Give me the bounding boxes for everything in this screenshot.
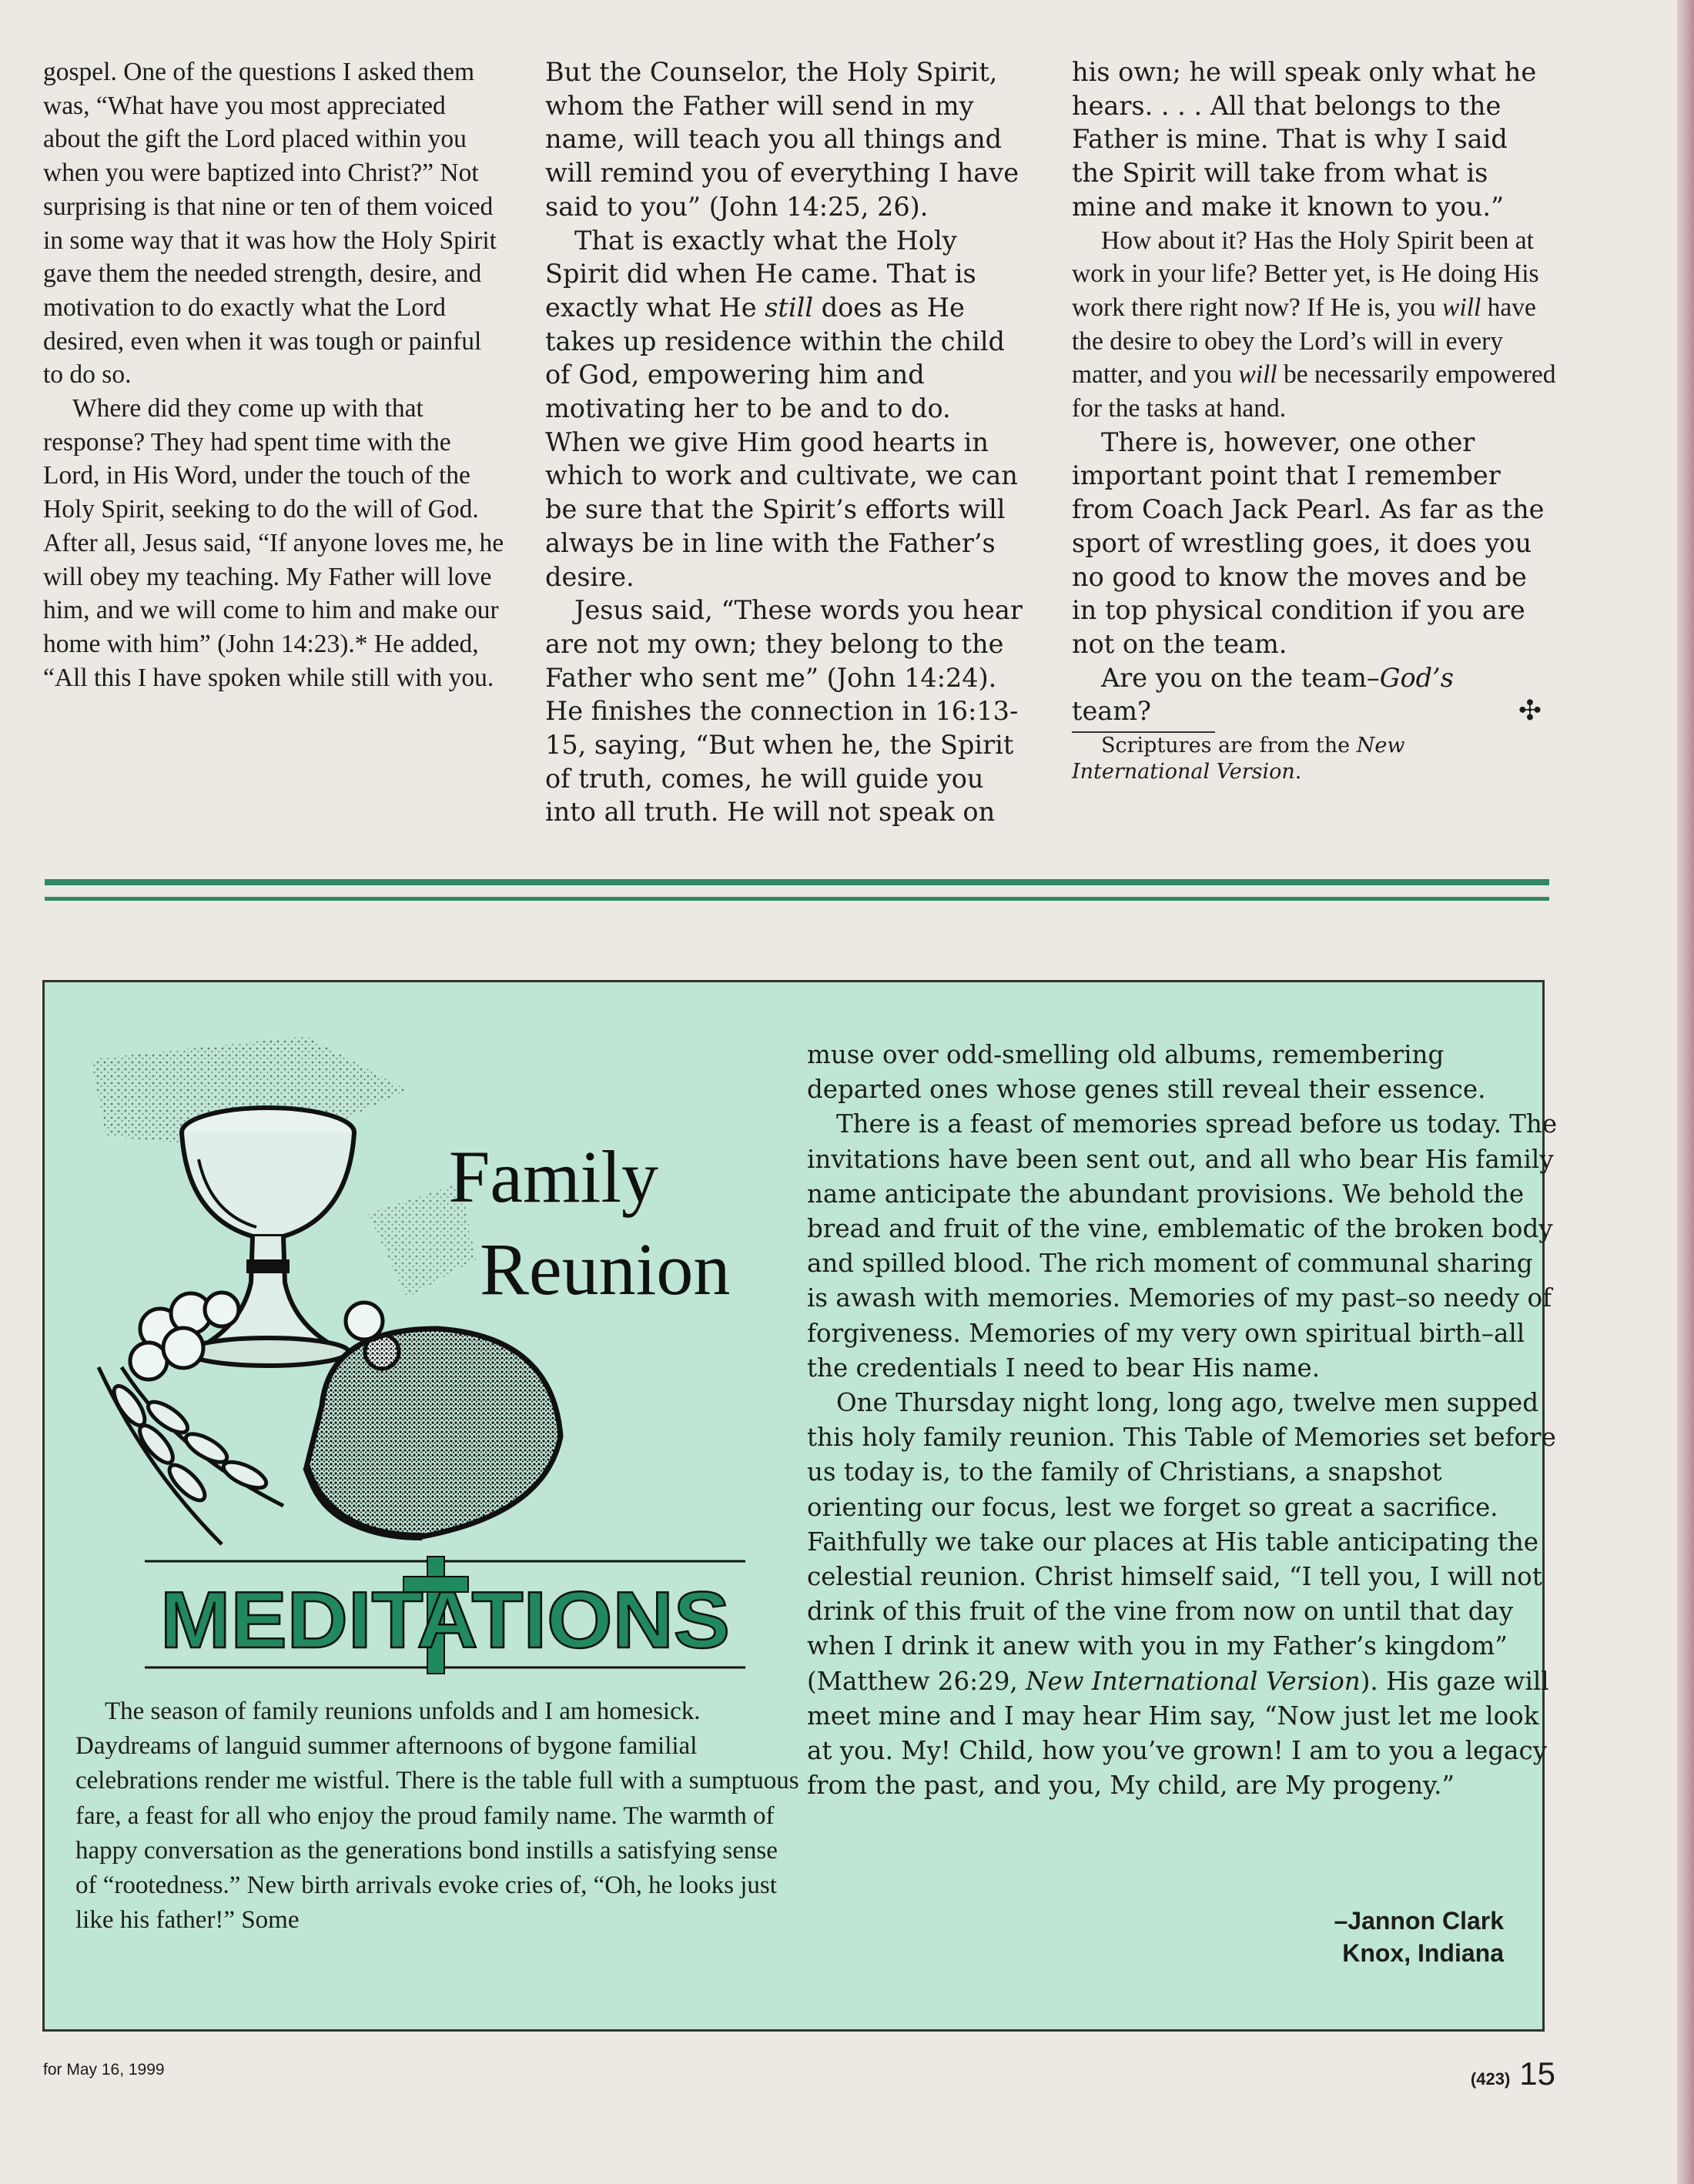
meditation-signature	[1334, 1905, 1504, 1969]
meditation-left-column	[75, 1694, 799, 1938]
article-column-1	[43, 55, 505, 694]
article-paragraph: That is exactly what the Holy Spirit did when He came. That is exactly what He still does as He takes up residence within the child of God, empowering him and motivating her to be and to do. When we give Him good hearts in which to work and cultivate, we can be sure that the Spirit’s efforts will always be in line with the Father’s desire.	[545, 225, 1018, 592]
meditation-paragraph: One Thursday night long, long ago, twelve men supped this holy family reunion. This Table of Memories set before us today is, to the family of Christians, a snapshot orienting our focus, lest we forget so great a sacrifice. Faithfully we take our places at His table anticipating the celestial reunion. Christ himself said, “I tell you, I will not drink of this fruit of the vine from now on until that day when I drink it anew with you in my Father’s kingdom” (Matthew 26:29, New International Version). His gaze will meet mine and I may hear Him say, “Now just let me look at you. My! Child, how you’ve grown! I am to you a legacy from the past, and you, My child, are My progeny.”	[807, 1388, 1556, 1801]
author-location: Knox, Indiana	[1342, 1939, 1504, 1967]
issue-date: for May 16, 1999	[43, 2061, 165, 2079]
meditation-paragraph: The season of family reunions unfolds and I am homesick. Daydreams of languid summer afternoons of bygone familial celebrations render me wistful. There is the table full with a sumptuous fare, a feast for all who enjoy the proud family name. The warmth of happy conversation as the generations bond instills a satisfying sense of “rootedness.” New birth arrivals evoke cries of, “Oh, he looks just like his father!” Some	[75, 1697, 799, 1935]
meditation-paragraph: There is a feast of memories spread before us today. The invitations have been sent out, and all who bear His family name anticipate the abundant provisions. We behold the bread and fruit of the vine, emblematic of the broken body and spilled blood. The rich moment of communal sharing is awash with memories. Memories of my past–so needy of forgiveness. Memories of my very own spiritual birth–all the credentials I need to bear His name.	[807, 1109, 1558, 1383]
article-closing-line: team? ✣	[1072, 695, 1542, 727]
article-column-3	[1072, 55, 1557, 785]
article-paragraph: But the Counselor, the Holy Spirit, whom the Father will send in my name, will teach you all things and will remind you of everything I have said to you” (John 14:25, 26).	[545, 57, 1019, 222]
art-title-reunion: Reunion	[480, 1228, 731, 1310]
author-name: –Jannon Clark	[1334, 1907, 1504, 1935]
page-edge	[1677, 0, 1694, 2184]
section-divider-thick	[45, 879, 1549, 885]
article-paragraph: Jesus said, “These words you hear are not my own; they belong to the Father who sent me” (John 14:24). He finishes the connection in 16:13-15, saying, “But when he, the Spirit of truth, comes, he will guide you into all truth. He will not speak on	[545, 595, 1023, 828]
art-title-family: Family	[449, 1135, 659, 1218]
article-paragraph: How about it? Has the Holy Spirit been at work in your life? Better yet, is He doing His work there right now? If He is, you will have the desire to obey the Lord’s will in every matter, and you will be necessarily empowered for the tasks at hand.	[1072, 226, 1556, 423]
article-column-2	[545, 55, 1030, 829]
wheat-icon	[99, 1367, 283, 1544]
page-number: 15	[1519, 2055, 1555, 2092]
article-closing-question: Are you on the team–God’s	[1101, 662, 1454, 693]
chalice-bread-illustration	[75, 1005, 784, 1575]
bread-loaf-icon	[306, 1329, 561, 1537]
meditation-right-column	[807, 1038, 1558, 1803]
meditations-heading	[145, 1554, 745, 1677]
meditation-box	[42, 980, 1558, 2032]
article-paragraph: There is, however, one other important point that I remember from Coach Jack Pearl. As far as the sport of wrestling goes, it does you no good to know the moves and be in top physical condition if you are not on the team.	[1072, 426, 1545, 659]
meditations-title: MEDITATIONS	[160, 1576, 730, 1665]
end-of-article-icon: ✣	[1518, 695, 1542, 727]
meditation-paragraph: muse over odd-smelling old albums, remembering departed ones whose genes still reveal their essence.	[807, 1040, 1486, 1105]
section-divider-thin	[45, 897, 1549, 901]
cumulative-page-code: (423)	[1470, 2069, 1511, 2089]
article-paragraph: gospel. One of the questions I asked them was, “What have you most appreciated about the gift the Lord placed within you when you were baptized into Christ?” Not surprising is that nine or ten of them voiced in some way that it was how the Holy Spirit gave them the needed strength, desire, and motivation to do exactly what the Lord desired, even when it was tough or painful to do so.	[43, 58, 497, 390]
article-paragraph: his own; he will speak only what he hears. . . . All that belongs to the Father is mine. That is why I said the Spirit will take from what is mine and make it known to you.”	[1072, 57, 1537, 222]
emphasis: still	[765, 292, 814, 323]
article-paragraph: Where did they come up with that response? They had spent time with the Lord, in His Word, under the touch of the Holy Spirit, seeking to do the will of God. After all, Jesus said, “If anyone loves me, he will obey my teaching. My Father will love him, and we will come to him and make our home with him” (John 14:23).* He added, “All this I have spoken while still with you.	[43, 394, 504, 692]
page-footer	[1471, 2055, 1555, 2092]
scripture-footnote: Scriptures are from the New International Version.	[1072, 734, 1405, 784]
